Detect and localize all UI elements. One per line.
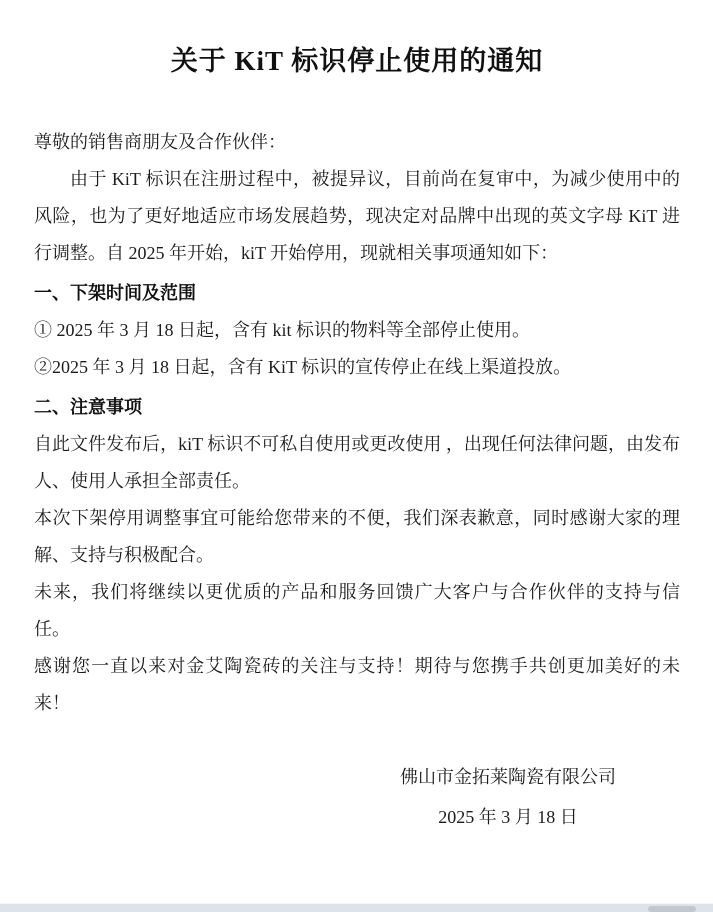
- section-2-paragraph-3: 未来，我们将继续以更优质的产品和服务回馈广大客户与合作伙伴的支持与信任。: [34, 582, 680, 639]
- signature-date: 2025 年 3 月 18 日: [438, 807, 578, 827]
- section-2-paragraph-2: 本次下架停用调整事宜可能给您带来的不便，我们深表歉意，同时感谢大家的理解、支持与积极配合。: [34, 508, 680, 565]
- document-page: [0, 44, 713, 912]
- section-2-paragraph-4: 感谢您一直以来对金艾陶瓷砖的关注与支持！期待与您携手共创更加美好的未来！: [34, 656, 680, 713]
- section-1-heading: 一、下架时间及范围: [34, 283, 196, 303]
- horizontal-scrollbar[interactable]: [0, 903, 713, 912]
- signature-block: [388, 762, 628, 832]
- horizontal-scrollbar-thumb[interactable]: [648, 906, 696, 912]
- section-2-heading: 二、注意事项: [34, 397, 142, 417]
- intro-paragraph: 由于 KiT 标识在注册过程中，被提异议，目前尚在复审中，为减少使用中的风险，也为了更好地适应市场发展趋势，现决定对品牌中出现的英文字母 KiT 进行调整。自 2025 年开始，kiT 开始停用，现就相关事项通知如下：: [34, 169, 680, 263]
- section-1-item-2: ②2025 年 3 月 18 日起，含有 KiT 标识的宣传停止在线上渠道投放。: [34, 357, 572, 377]
- signature-company: 佛山市金拓莱陶瓷有限公司: [400, 767, 616, 787]
- document-content: [0, 44, 713, 832]
- section-2-paragraph-1: 自此文件发布后，kiT 标识不可私自使用或更改使用 ，出现任何法律问题，由发布人、使用人承担全部责任。: [34, 434, 680, 491]
- page-title: 关于 KiT 标识停止使用的通知: [170, 46, 544, 76]
- greeting-line: 尊敬的销售商朋友及合作伙伴：: [34, 132, 286, 152]
- section-1-item-1: ① 2025 年 3 月 18 日起，含有 kit 标识的物料等全部停止使用。: [34, 320, 530, 340]
